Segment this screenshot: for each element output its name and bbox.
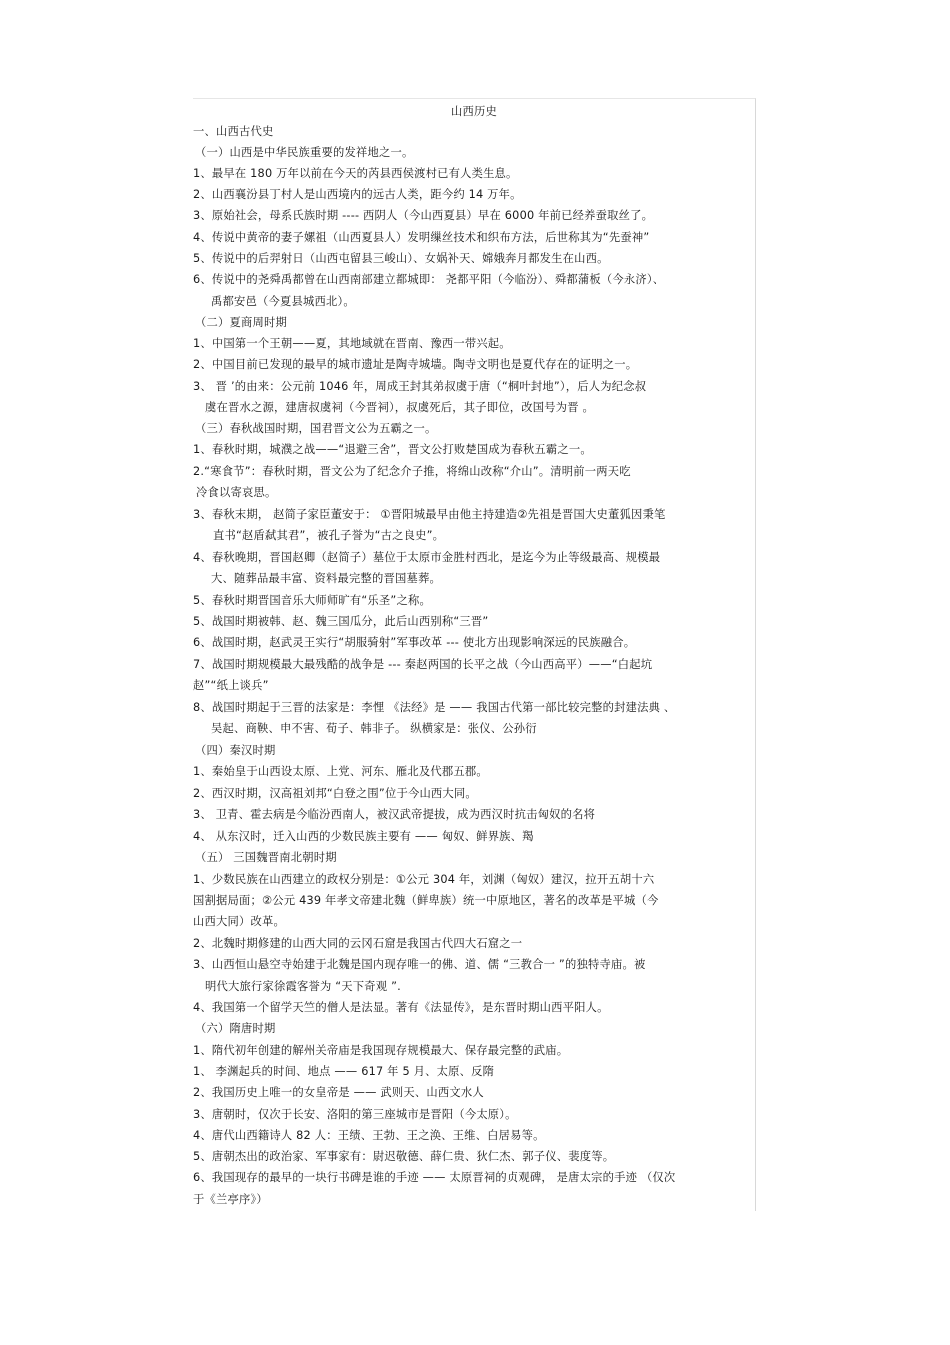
text-line: （一）山西是中华民族重要的发祥地之一。 [195, 146, 414, 159]
text-line: 山西大同）改革。 [193, 915, 285, 928]
text-line: 3、春秋末期， 赵简子家臣董安于： ①晋阳城最早由他主持建造②先祖是晋国大史董狐因秉笔 [193, 508, 666, 521]
text-line: 1、中国第一个王朝——夏，其地域就在晋南、豫西一带兴起。 [193, 337, 511, 350]
text-line: 5、春秋时期晋国音乐大师师旷有“乐圣”之称。 [193, 594, 431, 607]
text-line: 1、秦始皇于山西设太原、上党、河东、雁北及代郡五郡。 [193, 765, 488, 778]
text-line: 赵”“纸上谈兵” [193, 679, 269, 692]
text-line: 吴起、商鞅、申不害、荀子、韩非子。 纵横家是：张仪、公孙衍 [211, 722, 537, 735]
text-line: 5、战国时期被韩、赵、魏三国瓜分，此后山西别称“三晋” [193, 615, 489, 628]
text-line: 直书“赵盾弑其君”，被孔子誉为“古之良史”。 [213, 529, 445, 542]
text-line: 6、传说中的尧舜禹都曾在山西南部建立都城即： 尧都平阳（今临汾）、舜都蒲板（今永济）、 [193, 273, 665, 286]
text-line: （三）春秋战国时期，国君晋文公为五霸之一。 [195, 422, 437, 435]
text-line: 8、战国时期起于三晋的法家是：李悝 《法经》是 —— 我国古代第一部比较完整的封建法典 、 [193, 701, 676, 714]
text-line: 一、山西古代史 [193, 125, 274, 138]
text-line: 3、 晋 ’的由来：公元前 1046 年，周成王封其弟叔虞于唐（“桐叶封地”），后人为纪念叔 [193, 380, 647, 393]
text-line: （五） 三国魏晋南北朝时期 [195, 851, 337, 864]
text-line: 3、唐朝时，仅次于长安、洛阳的第三座城市是晋阳（今太原）。 [193, 1108, 517, 1121]
text-line: 冷食以寄哀思。 [196, 486, 277, 499]
text-line: 1、少数民族在山西建立的政权分别是：①公元 304 年，刘渊（匈奴）建汉，拉开五胡十六 [193, 873, 655, 886]
text-line: 2.“寒食节”：春秋时期，晋文公为了纪念介子推，将绵山改称“介山”。清明前一两天吃 [193, 465, 631, 478]
text-line: 7、战国时期规模最大最残酷的战争是 --- 秦赵两国的长平之战（今山西高平）——“白起坑 [193, 658, 653, 671]
text-line: 5、唐朝杰出的政治家、军事家有：尉迟敬德、薛仁贵、狄仁杰、郭子仪、裴度等。 [193, 1150, 615, 1163]
text-line: 4、传说中黄帝的妻子嫘祖（山西夏县人）发明缫丝技术和织布方法，后世称其为“先蚕神” [193, 231, 650, 244]
text-line: 6、战国时期，赵武灵王实行“胡服骑射”军事改革 --- 使北方出现影响深远的民族融合。 [193, 636, 636, 649]
text-line: 3、 卫青、霍去病是今临汾西南人，被汉武帝提拔，成为西汉时抗击匈奴的名将 [193, 808, 596, 821]
text-line: 明代大旅行家徐霞客誉为 “天下奇观 ”. [205, 980, 401, 993]
text-line: 4、唐代山西籍诗人 82 人：王绩、王勃、王之涣、王维、白居易等。 [193, 1129, 545, 1142]
text-line: 大、随葬品最丰富、资料最完整的晋国墓葬。 [211, 572, 441, 585]
text-line: 1、春秋时期，城濮之战——“退避三舍”，晋文公打败楚国成为春秋五霸之一。 [193, 443, 592, 456]
text-line: 3、原始社会，母系氏族时期 ---- 西阴人（今山西夏县）早在 6000 年前已经养蚕取丝了。 [193, 209, 654, 222]
text-line: （二）夏商周时期 [195, 316, 287, 329]
text-line: 2、中国目前已发现的最早的城市遗址是陶寺城墙。陶寺文明也是夏代存在的证明之一。 [193, 358, 638, 371]
text-line: 1、最早在 180 万年以前在今天的芮县西侯渡村已有人类生息。 [193, 167, 518, 180]
text-line: （六）隋唐时期 [195, 1022, 276, 1035]
text-line: 5、传说中的后羿射日（山西屯留县三峻山）、女娲补天、嫦娥奔月都发生在山西。 [193, 252, 609, 265]
text-line: 6、我国现存的最早的一块行书碑是谁的手迹 —— 太原晋祠的贞观碑， 是唐太宗的手迹 （仅次 [193, 1171, 676, 1184]
text-line: 2、我国历史上唯一的女皇帝是 —— 武则天、山西文水人 [193, 1086, 484, 1099]
page-title: 山西历史 [451, 105, 497, 118]
text-line: （四）秦汉时期 [195, 744, 276, 757]
text-line: 2、北魏时期修建的山西大同的云冈石窟是我国古代四大石窟之一 [193, 937, 523, 950]
text-line: 1、隋代初年创建的解州关帝庙是我国现存规模最大、保存最完整的武庙。 [193, 1044, 569, 1057]
text-line: 4、春秋晚期，晋国赵卿（赵简子）墓位于太原市金胜村西北，是迄今为止等级最高、规模最 [193, 551, 661, 564]
text-line: 4、 从东汉时，迁入山西的少数民族主要有 —— 匈奴、鲜界族、羯 [193, 830, 534, 843]
text-line: 禹都安邑（今夏县城西北）。 [211, 295, 355, 308]
text-line: 1、 李渊起兵的时间、地点 —— 617 年 5 月、太原、反隋 [193, 1065, 495, 1078]
text-line: 2、山西襄汾县丁村人是山西境内的远古人类，距今约 14 万年。 [193, 188, 522, 201]
text-line: 4、我国第一个留学天竺的僧人是法显。著有《法显传》，是东晋时期山西平阳人。 [193, 1001, 609, 1014]
text-line: 2、西汉时期，汉高祖刘邦“白登之围”位于今山西大同。 [193, 787, 477, 800]
text-line: 虞在晋水之源，建唐叔虞祠（今晋祠），叔虞死后，其子即位，改国号为晋 。 [205, 401, 595, 414]
text-line: 于《兰亭序》） [193, 1193, 268, 1206]
document-page [193, 98, 756, 1211]
text-line: 3、山西恒山悬空寺始建于北魏是国内现存唯一的佛、道、儒 “三教合一 ”的独特寺庙。被 [193, 958, 646, 971]
text-line: 国割据局面；②公元 439 年孝文帝建北魏（鲜卑族）统一中原地区，著名的改革是平城（今 [193, 894, 659, 907]
